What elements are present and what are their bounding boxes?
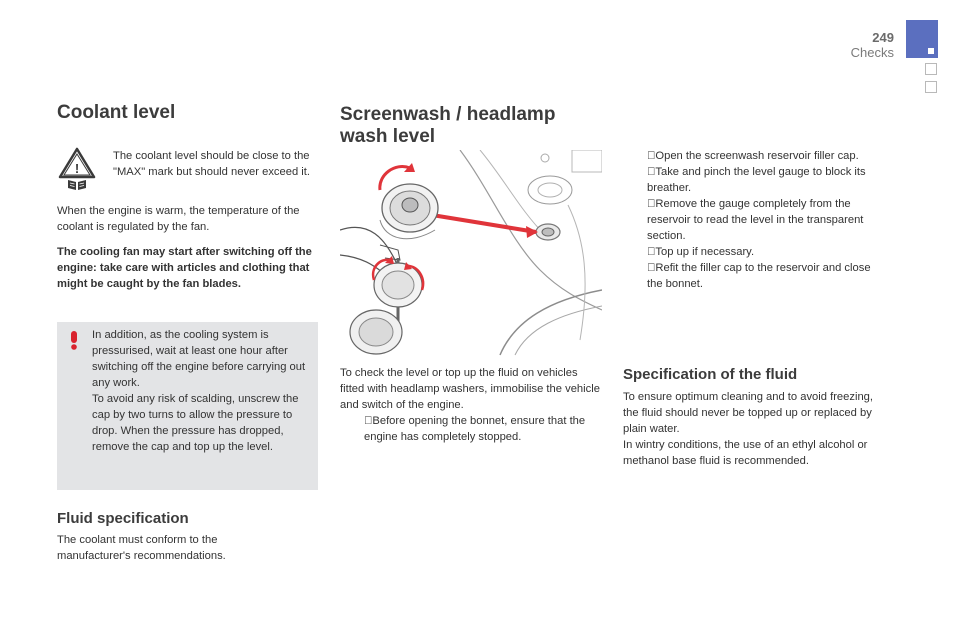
list-item <box>623 244 885 260</box>
tab-outline-1 <box>925 63 937 75</box>
coolant-warm-text: When the engine is warm, the temperature of the coolant is regulated by the fan. <box>57 205 300 233</box>
step-text: Open the screenwash reservoir filler cap. <box>655 150 859 162</box>
coolant-fan-warning: The cooling fan may start after switching off the engine: take care with articles and clothing that might be caught by the fan blades. <box>57 246 312 290</box>
step-text: Remove the gauge completely from the reservoir to read the level in the transparent section. <box>647 198 864 242</box>
tab-marker <box>928 48 934 54</box>
coolant-title: Coolant level <box>57 102 176 123</box>
step-text: Top up if necessary. <box>655 246 755 258</box>
section-tab <box>906 20 938 58</box>
hazard-manual-icon <box>58 147 96 191</box>
coolant-intro: The coolant level should be close to the "MAX" mark but should never exceed it. <box>113 150 310 178</box>
spec-fluid-text-2: In wintry conditions, the use of an ethyl alcohol or methanol base fluid is recommended. <box>623 439 868 467</box>
list-item <box>340 413 602 445</box>
tab-outline-2 <box>925 81 937 93</box>
screenwash-check-list <box>340 413 602 445</box>
screenwash-check-text: To check the level or top up the fluid on vehicles fitted with headlamp washers, immobilise the vehicle and switch of the engine. <box>340 367 600 411</box>
screenwash-steps-list <box>623 148 885 292</box>
screenwash-title-line1: Screenwash / headlamp <box>340 104 556 125</box>
warning-box-text-2: To avoid any risk of scalding, unscrew the cap by two turns to allow the pressure to drop. When the pressure has dropped, remove the cap and top up the level. <box>92 393 299 453</box>
warning-box-text-1: In addition, as the cooling system is pressurised, wait at least one hour after switching off the engine before carrying out any work. <box>92 329 306 389</box>
list-item <box>623 260 885 292</box>
list-item <box>623 148 885 164</box>
list-item <box>623 196 885 244</box>
exclamation-icon <box>66 330 82 355</box>
step-text: Refit the filler cap to the reservoir and close the bonnet. <box>647 262 871 290</box>
check-bullet-text: Before opening the bonnet, ensure that the engine has completely stopped. <box>364 415 586 443</box>
screenwash-title-line2: wash level <box>340 126 436 147</box>
step-text: Take and pinch the level gauge to block its breather. <box>647 166 866 194</box>
section-name: Checks <box>850 45 894 60</box>
list-item <box>623 164 885 196</box>
spec-fluid-text-1: To ensure optimum cleaning and to avoid freezing, the fluid should never be topped up or replaced by plain water. <box>623 391 874 435</box>
spec-fluid-title: Specification of the fluid <box>623 366 798 383</box>
fluid-spec-title: Fluid specification <box>57 510 189 527</box>
screenwash-title <box>340 104 555 148</box>
svg-text:!: ! <box>74 161 80 176</box>
page-number: 249 <box>872 30 894 45</box>
fluid-spec-text: The coolant must conform to the manufacturer's recommendations. <box>57 534 226 562</box>
reservoir-illustration <box>340 150 602 356</box>
